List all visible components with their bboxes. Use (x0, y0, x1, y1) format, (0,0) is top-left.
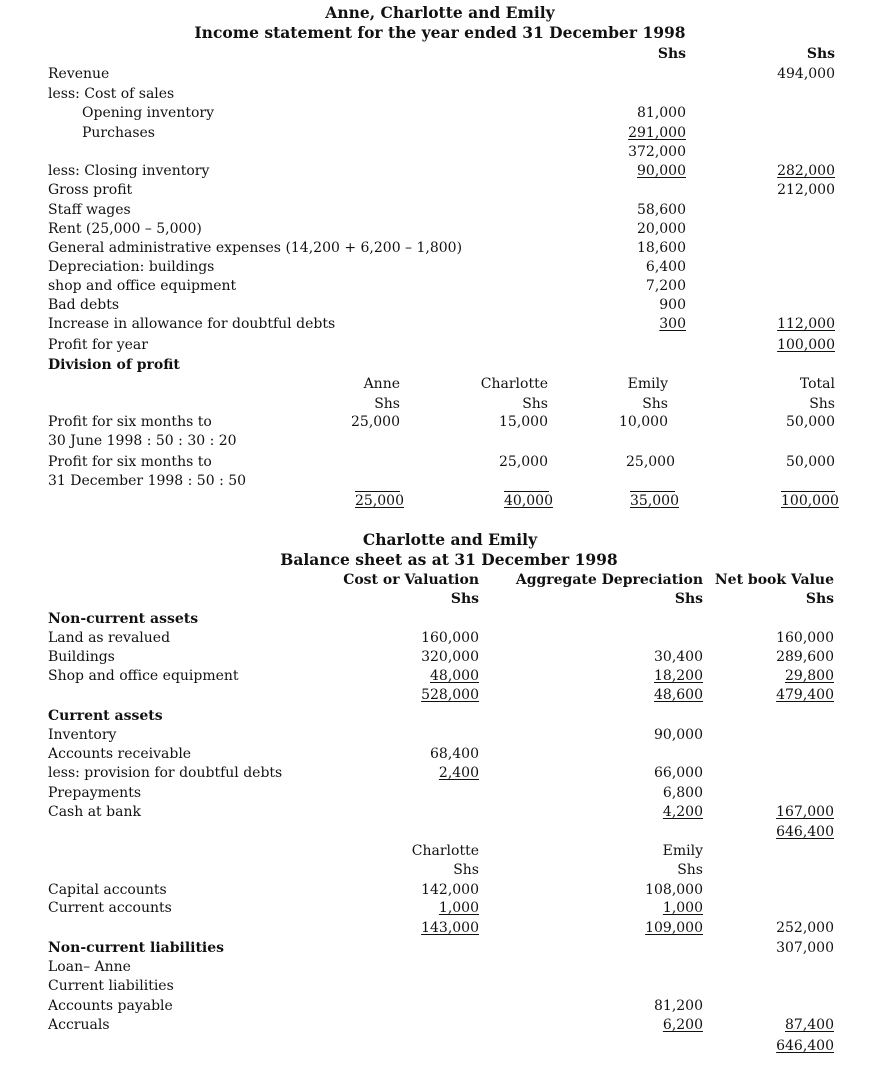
bad-debts-value: 900 (659, 297, 686, 313)
cl-total: 87,400 (785, 1017, 834, 1033)
dep-buildings-value: 6,400 (645, 259, 686, 275)
cash-label: Cash at bank (48, 804, 141, 820)
division-total-charlotte: 40,000 (504, 493, 553, 509)
division-row1-emily: 10,000 (619, 414, 668, 430)
loan-label: Loan– Anne (48, 959, 131, 975)
division-title: Division of profit (48, 357, 180, 373)
division-header-charlotte: Charlotte (480, 376, 548, 392)
profit-value: 100,000 (777, 337, 835, 353)
grand-total: 646,400 (776, 1038, 834, 1054)
provision-value: 2,400 (438, 765, 479, 781)
land-label: Land as revalued (48, 630, 171, 646)
income-subtitle: Income statement for the year ended 31 December 1998 (194, 23, 686, 42)
current-accounts-emily: 1,000 (662, 900, 703, 916)
payable-value: 81,200 (654, 998, 703, 1014)
cost-of-sales-label: less: Cost of sales (48, 86, 175, 102)
balance-subtitle: Balance sheet as at 31 December 1998 (280, 550, 618, 569)
accruals-value: 6,200 (662, 1017, 703, 1033)
income-col-a-unit: Shs (657, 46, 686, 62)
division-header-emily: Emily (627, 376, 668, 392)
division-row2-total: 50,000 (786, 454, 835, 470)
nca-heading: Non-current assets (48, 611, 199, 627)
income-col-b-unit: Shs (806, 46, 835, 62)
division-row2-label1: Profit for six months to (48, 454, 212, 470)
capital-accounts-emily: 108,000 (645, 882, 703, 898)
shop-dep: 18,200 (654, 668, 703, 684)
allowance-label: Increase in allowance for doubtful debts (48, 316, 336, 332)
buildings-label: Buildings (48, 649, 115, 665)
capital-accounts-label: Capital accounts (48, 882, 167, 898)
cost-of-sales-value: 282,000 (777, 163, 835, 179)
prepayments-value: 6,800 (662, 785, 703, 801)
staff-wages-value: 58,600 (637, 202, 686, 218)
buildings-cost: 320,000 (421, 649, 479, 665)
division-unit-anne: Shs (374, 396, 400, 412)
division-row1-label1: Profit for six months to (48, 414, 212, 430)
col-nbv-unit: Shs (805, 591, 834, 607)
cash-value: 4,200 (662, 804, 703, 820)
capital-total-emily: 109,000 (645, 920, 703, 936)
payable-label: Accounts payable (48, 998, 173, 1014)
income-title: Anne, Charlotte and Emily (325, 3, 555, 22)
dep-buildings-label: Depreciation: buildings (48, 259, 215, 275)
prepayments-label: Prepayments (48, 785, 142, 801)
rent-label: Rent (25,000 – 5,000) (48, 221, 202, 237)
capital-total-charlotte: 143,000 (421, 920, 479, 936)
col-dep-unit: Shs (674, 591, 703, 607)
rent-value: 20,000 (637, 221, 686, 237)
capital-total-nbv: 252,000 (776, 920, 834, 936)
division-total-total: 100,000 (781, 493, 839, 509)
capital-unit-emily: Shs (677, 862, 703, 878)
ca-total: 167,000 (776, 804, 834, 820)
net-receivable-value: 66,000 (654, 765, 703, 781)
division-row2-label2: 31 December 1998 : 50 : 50 (48, 473, 247, 489)
balance-title: Charlotte and Emily (362, 530, 538, 549)
gross-profit-value: 212,000 (777, 182, 835, 198)
capital-header-emily: Emily (662, 843, 703, 859)
division-total-emily: 35,000 (630, 493, 679, 509)
cl-label: Current liabilities (48, 978, 174, 994)
inventory-value: 90,000 (654, 727, 703, 743)
capital-header-charlotte: Charlotte (411, 843, 479, 859)
division-header-anne: Anne (363, 376, 400, 392)
division-row2-emily: 25,000 (626, 454, 675, 470)
admin-expenses-value: 18,600 (637, 240, 686, 256)
provision-label: less: provision for doubtful debts (48, 765, 283, 781)
nca-total-nbv: 479,400 (776, 687, 834, 703)
revenue-value: 494,000 (777, 66, 835, 82)
purchases-value: 291,000 (628, 125, 686, 141)
accruals-label: Accruals (48, 1017, 110, 1033)
admin-expenses-label: General administrative expenses (14,200 + 6,200 – 1,800) (48, 240, 463, 256)
revenue-label: Revenue (48, 66, 110, 82)
division-unit-emily: Shs (642, 396, 668, 412)
receivable-value: 68,400 (430, 746, 479, 762)
col-cost-unit: Shs (450, 591, 479, 607)
inventory-label: Inventory (48, 727, 117, 743)
allowance-value: 300 (659, 316, 686, 332)
shop-label: Shop and office equipment (48, 668, 239, 684)
division-row1-label2: 30 June 1998 : 50 : 30 : 20 (48, 433, 237, 449)
receivable-label: Accounts receivable (48, 746, 192, 762)
gross-profit-label: Gross profit (48, 182, 133, 198)
division-row2-charlotte: 25,000 (499, 454, 548, 470)
opening-inventory-label: Opening inventory (82, 105, 215, 121)
land-nbv: 160,000 (776, 630, 834, 646)
nca-total-dep: 48,600 (654, 687, 703, 703)
shop-cost: 48,000 (430, 668, 479, 684)
assets-total: 646,400 (776, 824, 834, 840)
col-nbv-header: Net book Value (714, 572, 834, 588)
col-dep-header: Aggregate Depreciation (515, 572, 703, 588)
closing-inventory-value: 90,000 (637, 163, 686, 179)
division-row1-charlotte: 15,000 (499, 414, 548, 430)
capital-unit-charlotte: Shs (453, 862, 479, 878)
shop-nbv: 29,800 (785, 668, 834, 684)
bad-debts-label: Bad debts (48, 297, 120, 313)
ncl-value: 307,000 (776, 940, 834, 956)
capital-accounts-charlotte: 142,000 (421, 882, 479, 898)
division-total-anne: 25,000 (355, 493, 404, 509)
current-accounts-charlotte: 1,000 (438, 900, 479, 916)
expenses-total-value: 112,000 (777, 316, 835, 332)
col-cost-header: Cost or Valuation (343, 572, 479, 588)
land-cost: 160,000 (421, 630, 479, 646)
division-row1-anne: 25,000 (351, 414, 400, 430)
division-row1-total: 50,000 (786, 414, 835, 430)
buildings-nbv: 289,600 (776, 649, 834, 665)
opening-inventory-value: 81,000 (637, 105, 686, 121)
purchases-label: Purchases (82, 125, 155, 141)
profit-label: Profit for year (48, 337, 148, 353)
cost-subtotal-value: 372,000 (628, 144, 686, 160)
division-unit-charlotte: Shs (522, 396, 548, 412)
closing-inventory-label: less: Closing inventory (48, 163, 210, 179)
nca-total-cost: 528,000 (421, 687, 479, 703)
staff-wages-label: Staff wages (48, 202, 131, 218)
buildings-dep: 30,400 (654, 649, 703, 665)
ncl-heading: Non-current liabilities (48, 940, 225, 956)
current-accounts-label: Current accounts (48, 900, 172, 916)
division-unit-total: Shs (809, 396, 835, 412)
ca-heading: Current assets (48, 708, 163, 724)
dep-shop-label: shop and office equipment (48, 278, 237, 294)
division-header-total: Total (799, 376, 835, 392)
dep-shop-value: 7,200 (645, 278, 686, 294)
